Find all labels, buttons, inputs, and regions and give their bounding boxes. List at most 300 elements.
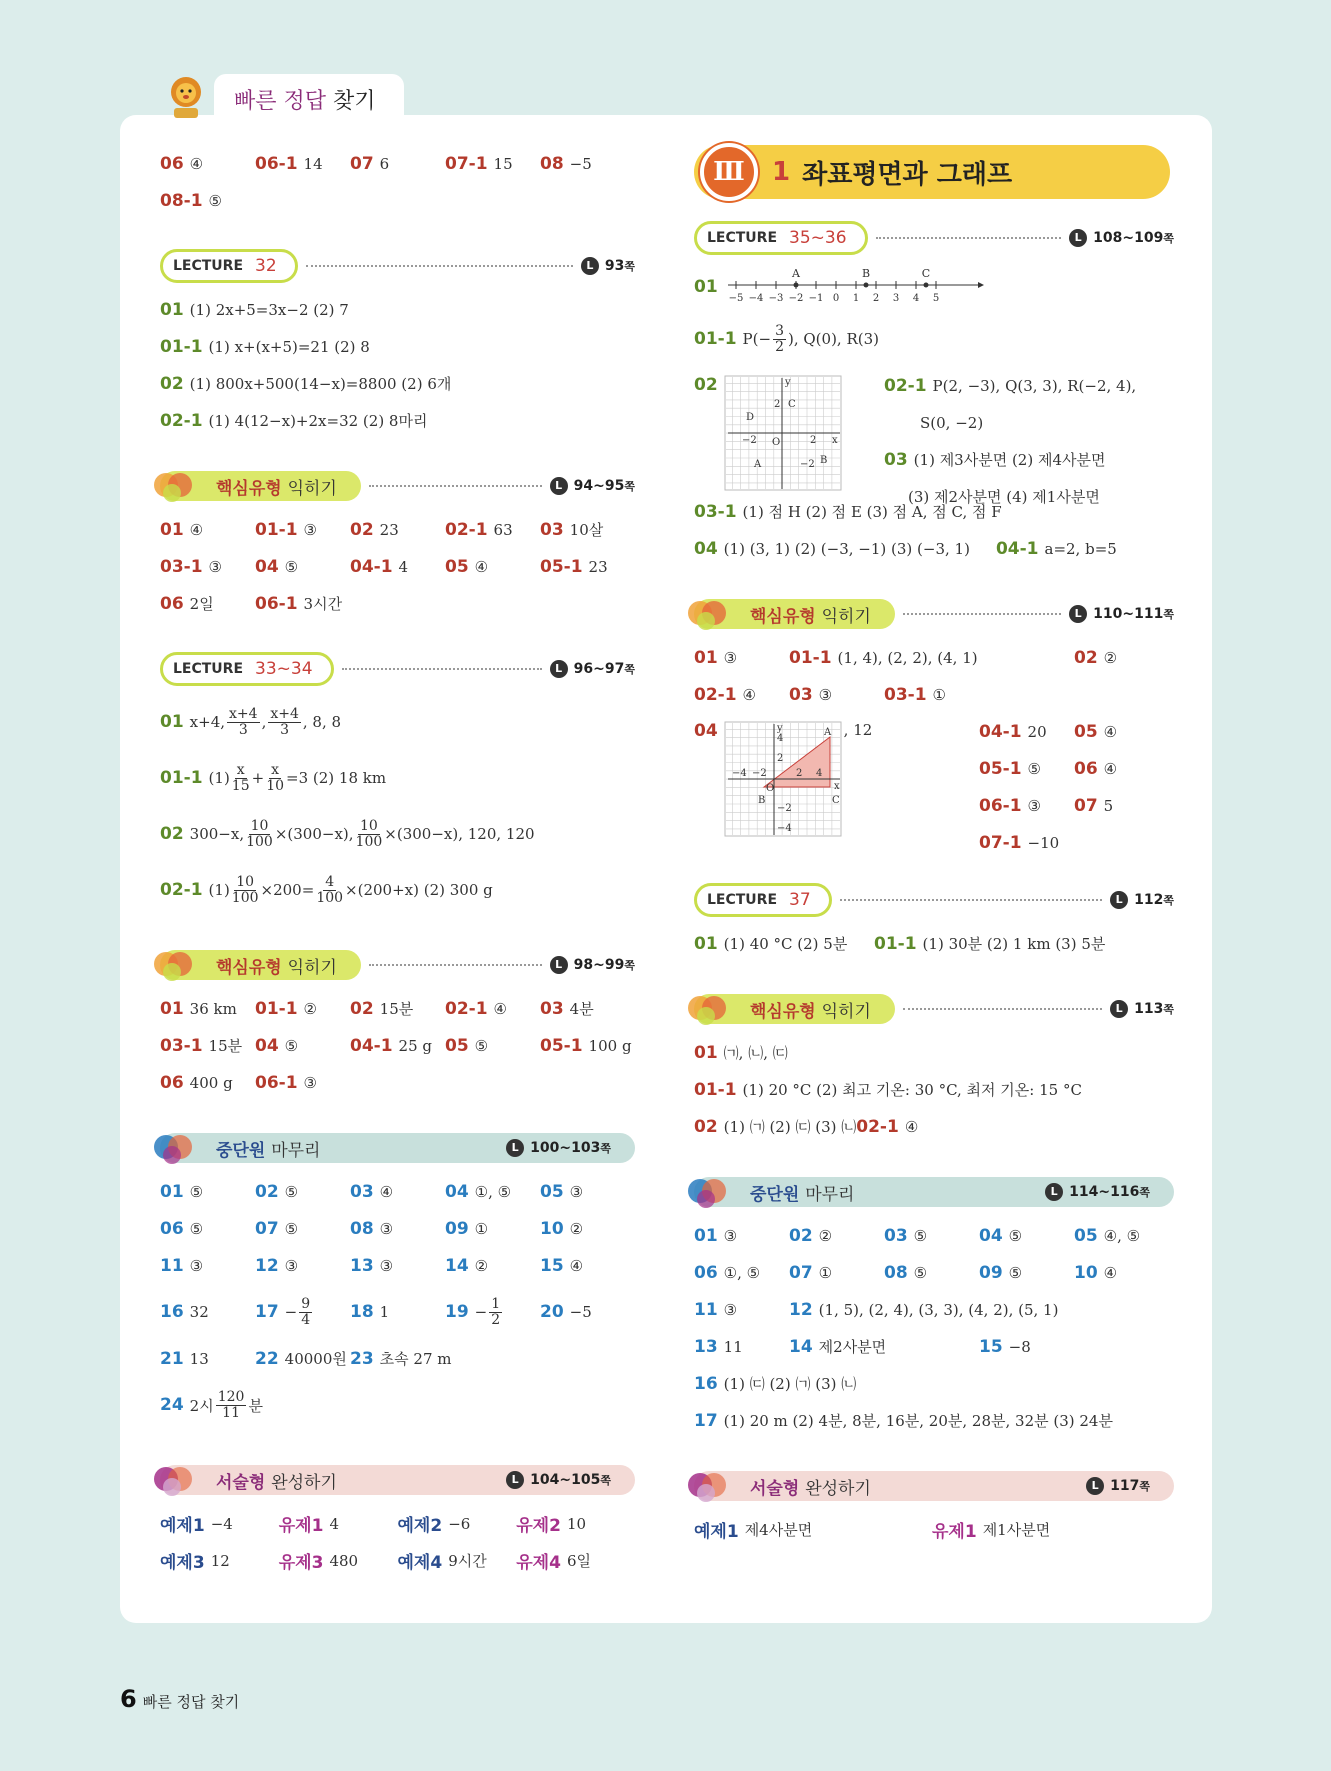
core-type-2-answers [160,990,635,1101]
answer-number: 02-1 [160,410,203,431]
grid-label: B [819,455,828,466]
header-title-a: 빠른 정답 [234,89,327,114]
number-line-tick-label: −3 [768,293,784,304]
answer-cell [1074,796,1169,816]
page-ref [1069,605,1174,623]
answer-row [160,1542,635,1579]
grid-label: 2 [776,753,784,764]
answer-value: −10 [1027,833,1060,852]
answer-cell [884,1263,979,1283]
answer-value: 11 [723,1337,743,1356]
answer-cell [350,998,445,1019]
answer-line [884,441,1174,478]
core-type-band [694,994,895,1024]
answer-value: ⑤ [284,1219,299,1238]
answer-number: 02 [160,824,184,844]
answer-number: 21 [160,1348,184,1369]
page-ref [1110,1000,1174,1018]
answer-value: 분 [248,1396,263,1415]
page-ref [1045,1183,1150,1201]
grid-label: C [831,795,840,806]
answer-value: ③ [303,1073,317,1092]
page-unit: 쪽 [624,663,635,676]
band-rest: 완성하기 [805,1478,871,1499]
answer-row [694,1217,1174,1254]
answer-cell [279,1511,398,1536]
answer-cell [160,373,451,394]
fraction [232,763,250,793]
answer-row [694,1254,1174,1291]
answer-cell [255,1036,350,1056]
answer-value: 초속 27 m [379,1350,452,1368]
mid-unit-answers [694,1217,1174,1291]
answer-row [160,1247,635,1284]
answer-number: 05 [445,556,469,577]
answer-cell [979,1263,1074,1283]
answer-cell [694,1079,1082,1100]
answer-number: 10 [540,1218,564,1239]
lecture-badge [694,883,832,917]
circles-icon [152,942,212,986]
answer-number: 10 [1074,1262,1098,1283]
page-num: 94~95 [573,478,625,494]
answer-cell [279,1548,398,1573]
answer-number: 03-1 [160,556,203,577]
answer-value: ② [1103,648,1118,667]
answer-value: 제2사분면 [818,1338,887,1356]
grid-label: −4 [731,768,747,779]
page-ref [550,660,635,678]
answer-number: 03 [350,1181,374,1202]
answer-value: ③ [723,648,738,667]
answer-value: − [284,1303,298,1321]
answer-number: 08 [350,1218,374,1239]
page-unit: 쪽 [624,959,635,972]
fraction [489,1297,502,1327]
lecture-35-36-header [694,219,1174,257]
answer-value: (1) 800x+500(14−x)=8800 (2) 6개 [189,375,452,393]
answer-cell [255,1073,350,1093]
answer-row [160,1173,635,1210]
answer-value: ⑤ [1008,1263,1023,1282]
grid-label: 2 [773,399,781,410]
answer-row [160,990,635,1027]
numerator: x+4 [270,705,299,722]
answer-cell [160,520,255,540]
answer-value: ④ [474,557,489,576]
answer-number: 03 [540,519,564,540]
answer-value: ④ [904,1117,919,1136]
answer-number: 06 [694,1262,718,1283]
answer-cell [445,154,540,174]
answer-row [694,1291,1174,1328]
answer-value: ⑤ [284,1182,299,1201]
answer-value: 6 [379,154,390,173]
answer-number: 유제4 [516,1553,561,1573]
page-number: 6 [120,1685,137,1713]
core-type-band [160,950,361,980]
answer-value: (1) 20 °C (2) 최고 기온: 30 °C, 최저 기온: 15 °C [742,1081,1082,1099]
denominator: 3 [238,721,248,738]
answer-value: ② [569,1219,584,1238]
answer-row [979,713,1169,750]
answer-cell-group [979,713,1169,853]
lecture-37-header [694,881,1174,919]
answer-value: (1, 4), (2, 2), (4, 1) [837,648,978,667]
answer-number: 02-1 [856,1116,899,1137]
answer-number: 04-1 [350,556,393,577]
answer-text: S(0, −2) [920,413,984,432]
number-line-tick-label: 1 [852,293,859,304]
answer-number: 14 [789,1336,813,1357]
answer-number: 06-1 [255,153,298,174]
lion-mascot-icon [168,76,204,120]
circles-icon [686,1463,746,1507]
circles-icon [686,1169,746,1213]
answer-value: (1) ㈂ (2) ㈀ (3) ㈁ [723,1375,857,1393]
circles-icon [152,463,212,507]
page-l-icon: L [506,1139,524,1157]
answer-value: −5 [569,1303,592,1321]
answer-row [160,548,635,585]
denominator: 10 [266,777,285,794]
answer-row [979,824,1169,861]
core-type-3-header [694,595,1174,633]
answer-number: 04 [445,1181,469,1202]
answer-number: 03 [884,1225,908,1246]
grid-label: O [771,437,780,448]
answer-value: ⑤ [913,1226,928,1245]
right-column [694,145,1174,1548]
circles-icon [152,1457,212,1501]
answer-value: 10살 [569,521,604,539]
answer-cell [160,300,349,320]
answer-line [884,367,1174,404]
answer-value: ③ [379,1256,394,1275]
answer-cell [350,1219,445,1239]
answer-cell [694,1116,856,1137]
answer-number: 예제2 [397,1516,443,1536]
answer-number: 01 [694,647,718,668]
answer-cell [694,1042,788,1063]
answer-cell [255,154,350,174]
answer-text: x+4, [189,713,226,731]
number-line-tick-label: 5 [932,293,939,304]
page-unit: 쪽 [1163,232,1174,245]
dotted-leader [369,485,542,487]
answer-row [160,806,635,862]
answer-value: ⑤ [284,1036,299,1055]
answer-value: ④, ⑤ [1103,1226,1141,1245]
fraction [266,763,284,793]
grid-label: −4 [776,823,792,834]
answer-row [694,639,1174,676]
dotted-leader [876,237,1062,239]
page-num: 114~116 [1069,1184,1140,1200]
answer-value: ② [303,999,317,1018]
numerator: x [236,761,245,778]
fraction [268,707,301,737]
answer-number: 04 [255,1035,279,1056]
answer-value: 4분 [569,1000,594,1018]
answer-value: 63 [493,520,513,539]
answer-value: ⑤ [474,1036,489,1055]
answer-row [694,311,1174,367]
answer-number: 02 [160,373,184,394]
answer-row: 01-1 (1) $\frac{x}{15}$ + $\frac{x}{10}$ =3 (2) 18 km [160,761,387,794]
denominator: 100 [231,889,259,906]
answer-cell [540,557,635,577]
answer-value: ④ [189,154,204,173]
number-line-figure [724,267,984,307]
answer-value: ⑤ [1008,1226,1023,1245]
answer-number: 04 [255,556,279,577]
answer-number: 11 [160,1255,184,1276]
answer-value: 9시간 [448,1552,487,1570]
page-l-icon: L [1086,1477,1104,1495]
answer-value: 1 [379,1303,390,1321]
answer-row [694,1402,1174,1439]
answer-number: 19 [445,1302,469,1322]
denominator: 4 [301,1311,311,1328]
answer-cell [255,1256,350,1276]
number-line-tick-label: 3 [892,293,899,304]
answer-number: 20 [540,1302,564,1322]
band-bold: 핵심유형 [216,478,282,499]
number-line-point-label: A [791,267,800,280]
answer-number: 07-1 [445,153,488,174]
lecture-badge [160,652,334,686]
answer-text: ×(200+x) (2) 300 g [345,881,493,899]
answer-row [160,862,635,918]
denominator: 11 [222,1404,240,1421]
numerator: 10 [250,817,269,834]
answer-number: 01-1 [789,647,832,668]
answer-value: 40000원 [284,1350,347,1368]
answer-value: 23 [588,557,608,576]
answer-row [160,1377,635,1433]
answer-number: 04 [979,1225,1003,1246]
answer-value: ① [932,685,946,704]
answer-cell [445,557,540,577]
answer-value: ③ [723,1226,738,1245]
answer-value: ④ [1103,1263,1118,1282]
lecture-num: 35~36 [789,228,847,248]
number-line-tick-label: −1 [808,293,824,304]
answer-value: 32 [189,1303,209,1321]
circles-icon [152,1125,212,1169]
answer-value: ⑤ [913,1263,928,1282]
answer-value: ④ [379,1182,394,1201]
page-l-icon: L [1069,605,1087,623]
band-bold: 중단원 [216,1140,266,1161]
answer-number: 07 [1074,795,1098,816]
answer-value: 15분 [379,1000,414,1018]
answer-value: 15 [493,154,513,173]
answer-value: 23 [379,520,399,539]
grid-label: D [745,412,754,423]
answer-cell [160,1219,255,1239]
band-bold: 중단원 [750,1184,800,1205]
answer-row [694,1034,1174,1071]
denominator: 3 [280,721,290,738]
page-l-icon: L [1110,1000,1128,1018]
answer-value: ④ [493,999,507,1018]
answer-number: 07 [350,153,374,174]
answer-number: 02 [694,1116,718,1137]
answer-number: 06 [160,1218,184,1239]
answer-number: 02-1 [884,375,927,396]
number-line-tick-label: 2 [872,293,879,304]
band-bold: 서술형 [216,1472,266,1493]
page-ref [1069,229,1174,247]
answer-number: 05 [1074,1225,1098,1246]
answer-number: 01 [694,277,718,297]
answer-row [160,365,635,402]
answer-number: 11 [694,1299,718,1320]
answer-cell [856,1117,918,1137]
answer-row [160,511,635,548]
answer-value: ⑤ [208,191,222,210]
answer-number: 예제3 [160,1553,205,1573]
answer-value: (1) ㈀ (2) ㈂ (3) ㈁ [723,1118,857,1136]
answer-cell [160,1182,255,1202]
grid-label: y [776,723,783,734]
answer-number: 02-1 [445,998,488,1019]
answer-number: 05 [445,1035,469,1056]
answer-cell [160,557,255,577]
answer-value: ③ [284,1256,299,1275]
answer-value: (1) x+(x+5)=21 (2) 8 [208,337,370,356]
answer-number: 13 [694,1336,718,1357]
page-unit: 쪽 [1163,894,1174,907]
lecture-word: LECTURE [707,230,778,246]
page-ref [581,257,635,275]
band-rest: 익히기 [287,478,337,499]
grid-label: x [831,435,838,446]
number-line-point [793,283,798,288]
number-line-tick-label: −2 [788,293,804,304]
grid-label: A [823,727,831,738]
answer-cell [398,1548,517,1573]
band-rest: 완성하기 [271,1472,337,1493]
answer-row [160,1027,635,1064]
answer-value: 3시간 [303,595,343,613]
answer-cell [979,1226,1074,1246]
answer-cell [160,1073,255,1093]
fraction [216,1390,247,1420]
grid-label: −2 [741,435,757,446]
answer-value: ④ [569,1256,584,1275]
mid-unit-answers [160,1173,635,1284]
number-line-tick-label: −5 [728,293,744,304]
answer-number: 유제2 [516,1516,561,1536]
answer-cell [516,1511,635,1536]
numerator: 10 [236,873,255,890]
denominator: 2 [491,1311,501,1328]
answer-cell [445,520,540,540]
page-num: 112 [1134,892,1164,908]
answer-value: 20 [1027,722,1047,741]
coordinate-grid-figure [724,375,844,493]
numerator: x [271,761,280,778]
answer-row [160,1064,635,1101]
band-bold: 서술형 [750,1478,800,1499]
answer-value: ③ [208,557,222,576]
answer-number: 01 [160,998,184,1019]
answer-number: 08-1 [160,190,203,211]
core-type-band [694,599,895,629]
answer-cell [160,1256,255,1276]
lecture-33-34-answers [160,694,635,918]
core-type-1-answers [160,511,635,622]
answer-value: ㈀, ㈁, ㈂ [723,1044,788,1062]
band-rest: 마무리 [271,1140,321,1161]
answer-number: 13 [350,1255,374,1276]
band-rest: 익히기 [821,1001,871,1022]
answer-value: ④ [1103,759,1118,778]
answer-number: 03-1 [160,1035,203,1056]
grid-label: −2 [799,459,815,470]
answer-number: 04-1 [350,1035,393,1056]
header-title [234,84,376,115]
answer-cell [979,796,1074,816]
essay-header [160,1461,635,1499]
essay-band [160,1465,635,1495]
arrow-head-icon [978,282,984,288]
answer-value: ⑤ [284,557,299,576]
answer-number: 07-1 [979,832,1022,853]
answer-value: 5 [1103,796,1114,815]
answer-number: 17 [694,1410,718,1431]
answer-cell [884,1226,979,1246]
grid-label: B [757,795,766,806]
answer-number: 03 [789,684,813,705]
fraction [356,819,383,849]
answer-value: ⑤ [189,1182,204,1201]
answer-cell [445,1036,540,1056]
answer-row [694,1071,1174,1108]
answer-number: 01 [160,519,184,540]
answer-cell [350,1182,445,1202]
page-l-icon: L [550,477,568,495]
band-rest: 익히기 [821,606,871,627]
band-bold: 핵심유형 [750,1001,816,1022]
answer-value: 13 [189,1349,209,1368]
page-l-icon: L [550,660,568,678]
answer-cell [1074,1226,1169,1246]
answer-cell [350,154,445,174]
number-line-point [863,283,868,288]
answer-number: 12 [789,1299,813,1320]
number-line-tick-label: −4 [748,293,764,304]
answer-value: ② [818,1226,833,1245]
answer-number: 16 [160,1302,184,1322]
answer-number: 02 [1074,647,1098,668]
triangle-grid-figure [724,721,844,839]
core-type-4-header [694,990,1174,1028]
numerator: 3 [775,322,784,339]
answer-number: 02 [350,519,374,540]
answer-cell [445,999,540,1019]
page-ref [550,956,635,974]
answer-row [979,787,1169,824]
dotted-leader [306,265,573,267]
number-line-point-label: B [861,267,870,280]
mid-unit-band [160,1133,635,1163]
answer-number: 05 [540,1181,564,1202]
answer-row [160,402,635,439]
